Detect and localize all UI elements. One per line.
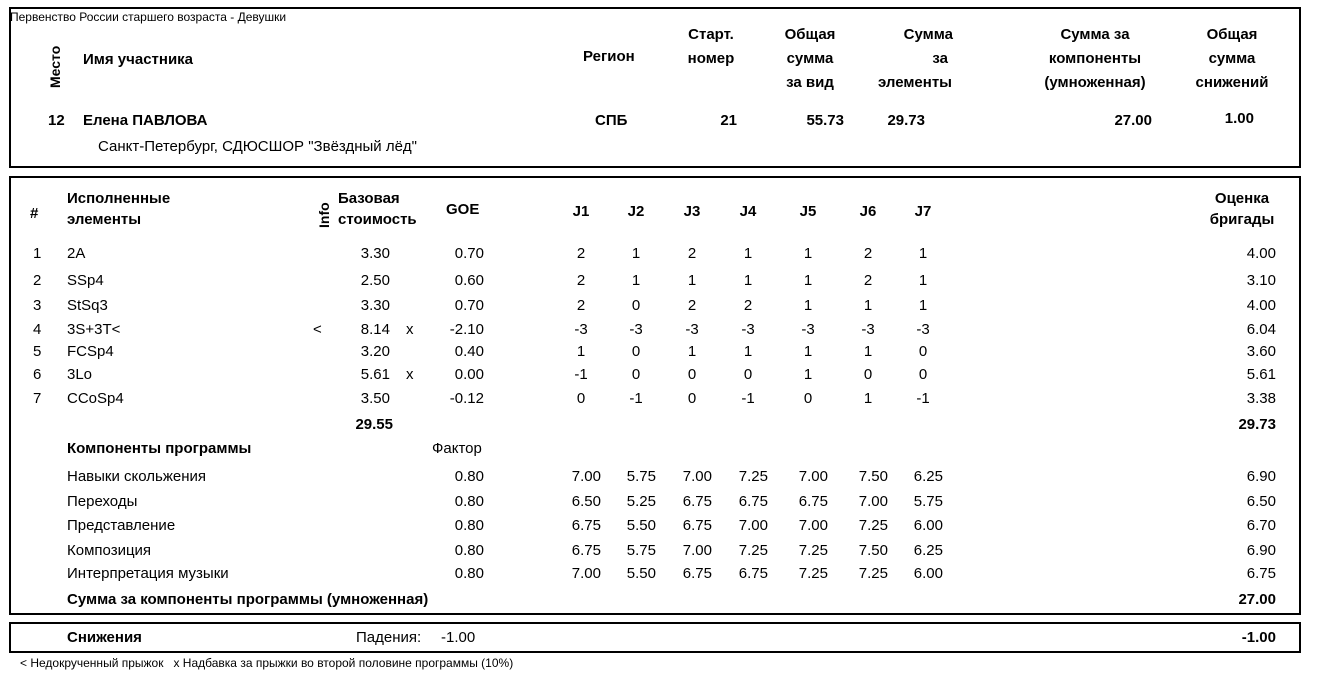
component-panel-score: 6.70 xyxy=(1246,517,1276,534)
panel-header xyxy=(1200,188,1284,230)
element-judge-score: 2 xyxy=(576,245,586,262)
element-goe: -0.12 xyxy=(449,390,484,407)
component-judge-score: 7.50 xyxy=(858,468,888,485)
component-judge-score: 7.25 xyxy=(738,468,768,485)
elements-num-header: # xyxy=(30,205,39,222)
skater-components: 27.00 xyxy=(1114,112,1152,129)
element-num: 4 xyxy=(33,321,42,338)
element-panel-score: 4.00 xyxy=(1246,297,1276,314)
component-judge-score: 7.00 xyxy=(571,468,601,485)
judge-header-7: J7 xyxy=(914,203,932,220)
col-total-line3: за вид xyxy=(786,74,834,91)
element-judge-score: 2 xyxy=(576,297,586,314)
factor-label: Фактор xyxy=(432,440,482,457)
falls-value: -1.00 xyxy=(441,629,476,646)
col-components-line1: Сумма за xyxy=(1060,26,1130,43)
component-judge-score: 7.25 xyxy=(858,565,888,582)
component-judge-score: 6.75 xyxy=(738,565,768,582)
element-panel-score: 6.04 xyxy=(1246,321,1276,338)
element-judge-score: 1 xyxy=(576,343,586,360)
element-base: 3.30 xyxy=(360,297,390,314)
base-line1: Базовая xyxy=(338,190,400,207)
component-judge-score: 6.75 xyxy=(571,517,601,534)
component-judge-score: 5.25 xyxy=(626,493,656,510)
element-panel-score: 3.10 xyxy=(1246,272,1276,289)
component-judge-score: 6.75 xyxy=(738,493,768,510)
element-judge-score: 0 xyxy=(631,366,641,383)
skater-start-no: 21 xyxy=(720,112,737,129)
element-judge-score: 2 xyxy=(687,245,697,262)
element-judge-score: 0 xyxy=(743,366,753,383)
element-judge-score: 1 xyxy=(863,343,873,360)
elements-base-total: 29.55 xyxy=(355,416,393,433)
element-judge-score: 0 xyxy=(631,343,641,360)
element-judge-score: 1 xyxy=(863,390,873,407)
col-components-line2: компоненты xyxy=(1048,50,1142,67)
component-judge-score: 6.75 xyxy=(682,565,712,582)
element-judge-score: 1 xyxy=(803,272,813,289)
judge-header-2: J2 xyxy=(627,203,645,220)
element-judge-score: 0 xyxy=(918,366,928,383)
col-start-line2: номер xyxy=(687,50,735,67)
footnote: < Недокрученный прыжок x Надбавка за прыжки во второй половине программы (10%) xyxy=(20,656,514,670)
element-judge-score: -3 xyxy=(916,321,930,338)
element-name: FCSp4 xyxy=(67,343,114,360)
col-place-header: Место xyxy=(47,45,63,88)
deductions-box xyxy=(9,622,1301,653)
judge-header-4: J4 xyxy=(739,203,757,220)
component-factor: 0.80 xyxy=(454,517,484,534)
component-name: Навыки скольжения xyxy=(67,468,207,485)
component-name: Композиция xyxy=(67,542,152,559)
col-deductions-header xyxy=(1186,23,1278,95)
component-judge-score: 6.25 xyxy=(913,468,943,485)
element-judge-score: 1 xyxy=(918,297,928,314)
element-judge-score: 0 xyxy=(863,366,873,383)
element-judge-score: 2 xyxy=(576,272,586,289)
judge-header-1: J1 xyxy=(572,203,590,220)
element-base: 8.14 xyxy=(360,321,390,338)
col-region-header: Регион xyxy=(583,48,635,65)
col-elements-line2: за xyxy=(932,50,948,67)
judge-header-5: J5 xyxy=(799,203,817,220)
col-deductions-line1: Общая xyxy=(1206,26,1258,43)
element-judge-score: -1 xyxy=(574,366,588,383)
element-bonus: x xyxy=(406,321,414,338)
element-base: 2.50 xyxy=(360,272,390,289)
component-factor: 0.80 xyxy=(454,493,484,510)
element-name: 3Lo xyxy=(67,366,93,383)
element-judge-score: 0 xyxy=(576,390,586,407)
element-judge-score: 1 xyxy=(803,245,813,262)
component-name: Интерпретация музыки xyxy=(67,565,229,582)
skater-club: Санкт-Петербург, СДЮСШОР "Звёздный лёд" xyxy=(98,138,417,155)
element-num: 1 xyxy=(33,245,42,262)
element-goe: 0.60 xyxy=(454,272,484,289)
elements-name-line2: элементы xyxy=(67,211,142,228)
component-judge-score: 7.00 xyxy=(858,493,888,510)
element-num: 3 xyxy=(33,297,42,314)
col-components-line3: (умноженная) xyxy=(1044,74,1146,91)
component-judge-score: 6.75 xyxy=(682,493,712,510)
components-total-label: Сумма за компоненты программы (умноженная) xyxy=(67,591,429,608)
component-judge-score: 5.50 xyxy=(626,565,656,582)
component-judge-score: 6.50 xyxy=(571,493,601,510)
element-judge-score: 1 xyxy=(918,245,928,262)
judge-header-6: J6 xyxy=(859,203,877,220)
element-judge-score: -1 xyxy=(629,390,643,407)
element-base: 3.20 xyxy=(360,343,390,360)
component-judge-score: 7.00 xyxy=(798,468,828,485)
col-total-header xyxy=(766,23,854,95)
col-elements-line1: Сумма xyxy=(903,26,953,43)
element-judge-score: 2 xyxy=(863,245,873,262)
skater-name: Елена ПАВЛОВА xyxy=(83,112,208,129)
element-judge-score: 2 xyxy=(687,297,697,314)
component-name: Представление xyxy=(67,517,176,534)
component-judge-score: 5.75 xyxy=(626,468,656,485)
col-elements-header xyxy=(866,23,952,95)
element-judge-score: -3 xyxy=(574,321,588,338)
skater-deductions: 1.00 xyxy=(1224,110,1254,127)
component-judge-score: 7.00 xyxy=(682,468,712,485)
col-total-line1: Общая xyxy=(784,26,836,43)
component-judge-score: 5.75 xyxy=(626,542,656,559)
element-panel-score: 5.61 xyxy=(1246,366,1276,383)
component-judge-score: 6.75 xyxy=(682,517,712,534)
element-goe: -2.10 xyxy=(449,321,484,338)
col-name-header: Имя участника xyxy=(83,51,194,68)
element-num: 5 xyxy=(33,343,42,360)
goe-header: GOE xyxy=(446,201,480,218)
element-base: 3.50 xyxy=(360,390,390,407)
elements-score-total: 29.73 xyxy=(1238,416,1276,433)
element-base: 5.61 xyxy=(360,366,390,383)
component-panel-score: 6.50 xyxy=(1246,493,1276,510)
col-deductions-line2: сумма xyxy=(1208,50,1256,67)
component-panel-score: 6.90 xyxy=(1246,542,1276,559)
element-judge-score: 1 xyxy=(803,297,813,314)
base-header xyxy=(338,188,417,230)
component-judge-score: 7.00 xyxy=(798,517,828,534)
element-goe: 0.70 xyxy=(454,245,484,262)
element-info: < xyxy=(313,321,322,338)
components-total: 27.00 xyxy=(1238,591,1276,608)
element-judge-score: 0 xyxy=(687,366,697,383)
element-num: 7 xyxy=(33,390,42,407)
skater-total: 55.73 xyxy=(806,112,844,129)
skater-elements: 29.73 xyxy=(887,112,925,129)
component-judge-score: 7.00 xyxy=(571,565,601,582)
component-panel-score: 6.90 xyxy=(1246,468,1276,485)
element-judge-score: 1 xyxy=(803,343,813,360)
element-goe: 0.70 xyxy=(454,297,484,314)
deductions-label: Снижения xyxy=(67,629,142,646)
element-bonus: x xyxy=(406,366,414,383)
component-judge-score: 5.75 xyxy=(913,493,943,510)
elements-name-line1: Исполненные xyxy=(67,190,171,207)
element-judge-score: 0 xyxy=(918,343,928,360)
element-judge-score: 1 xyxy=(743,245,753,262)
falls-label: Падения: xyxy=(356,629,422,646)
component-judge-score: 6.75 xyxy=(798,493,828,510)
elements-name-header xyxy=(67,188,170,230)
components-title: Компоненты программы xyxy=(67,440,252,457)
element-name: StSq3 xyxy=(67,297,108,314)
component-judge-score: 6.00 xyxy=(913,565,943,582)
panel-line2: бригады xyxy=(1209,211,1275,228)
element-judge-score: 1 xyxy=(631,245,641,262)
element-num: 2 xyxy=(33,272,42,289)
component-factor: 0.80 xyxy=(454,565,484,582)
element-name: SSp4 xyxy=(67,272,104,289)
deductions-total: -1.00 xyxy=(1241,629,1276,646)
col-components-header xyxy=(1030,23,1160,95)
col-start-line1: Старт. xyxy=(688,26,734,43)
event-title: Первенство России старшего возраста - Девушки xyxy=(10,10,287,24)
element-judge-score: 2 xyxy=(863,272,873,289)
element-judge-score: 1 xyxy=(863,297,873,314)
element-judge-score: 1 xyxy=(687,272,697,289)
base-line2: стоимость xyxy=(338,211,417,228)
element-judge-score: 1 xyxy=(743,343,753,360)
skater-place: 12 xyxy=(48,112,65,129)
element-judge-score: -3 xyxy=(801,321,815,338)
element-goe: 0.00 xyxy=(454,366,484,383)
panel-line1: Оценка xyxy=(1214,190,1270,207)
col-elements-line3: элементы xyxy=(877,74,952,91)
element-base: 3.30 xyxy=(360,245,390,262)
component-factor: 0.80 xyxy=(454,468,484,485)
element-name: 3S+3T< xyxy=(67,321,121,338)
skater-region: СПБ xyxy=(595,112,628,129)
element-judge-score: -3 xyxy=(629,321,643,338)
element-judge-score: -3 xyxy=(741,321,755,338)
component-judge-score: 7.00 xyxy=(738,517,768,534)
element-judge-score: 1 xyxy=(687,343,697,360)
component-name: Переходы xyxy=(67,493,138,510)
judge-header-3: J3 xyxy=(683,203,701,220)
component-factor: 0.80 xyxy=(454,542,484,559)
info-header: Info xyxy=(316,202,332,228)
element-goe: 0.40 xyxy=(454,343,484,360)
element-judge-score: 1 xyxy=(631,272,641,289)
col-start-header xyxy=(670,23,752,71)
component-judge-score: 6.75 xyxy=(571,542,601,559)
component-judge-score: 7.25 xyxy=(858,517,888,534)
element-panel-score: 4.00 xyxy=(1246,245,1276,262)
component-judge-score: 7.50 xyxy=(858,542,888,559)
col-deductions-line3: снижений xyxy=(1195,74,1269,91)
component-judge-score: 5.50 xyxy=(626,517,656,534)
element-name: 2A xyxy=(67,245,86,262)
component-judge-score: 6.00 xyxy=(913,517,943,534)
element-judge-score: 1 xyxy=(918,272,928,289)
component-judge-score: 7.00 xyxy=(682,542,712,559)
component-judge-score: 7.25 xyxy=(798,542,828,559)
element-name: CCoSp4 xyxy=(67,390,124,407)
element-judge-score: -3 xyxy=(685,321,699,338)
element-panel-score: 3.60 xyxy=(1246,343,1276,360)
element-judge-score: -3 xyxy=(861,321,875,338)
element-judge-score: 1 xyxy=(743,272,753,289)
component-judge-score: 6.25 xyxy=(913,542,943,559)
element-num: 6 xyxy=(33,366,42,383)
element-judge-score: 1 xyxy=(803,366,813,383)
element-judge-score: 0 xyxy=(803,390,813,407)
component-judge-score: 7.25 xyxy=(798,565,828,582)
element-judge-score: -1 xyxy=(741,390,755,407)
component-panel-score: 6.75 xyxy=(1246,565,1276,582)
element-panel-score: 3.38 xyxy=(1246,390,1276,407)
element-judge-score: 2 xyxy=(743,297,753,314)
component-judge-score: 7.25 xyxy=(738,542,768,559)
element-judge-score: 0 xyxy=(687,390,697,407)
col-total-line2: сумма xyxy=(786,50,834,67)
element-judge-score: -1 xyxy=(916,390,930,407)
element-judge-score: 0 xyxy=(631,297,641,314)
